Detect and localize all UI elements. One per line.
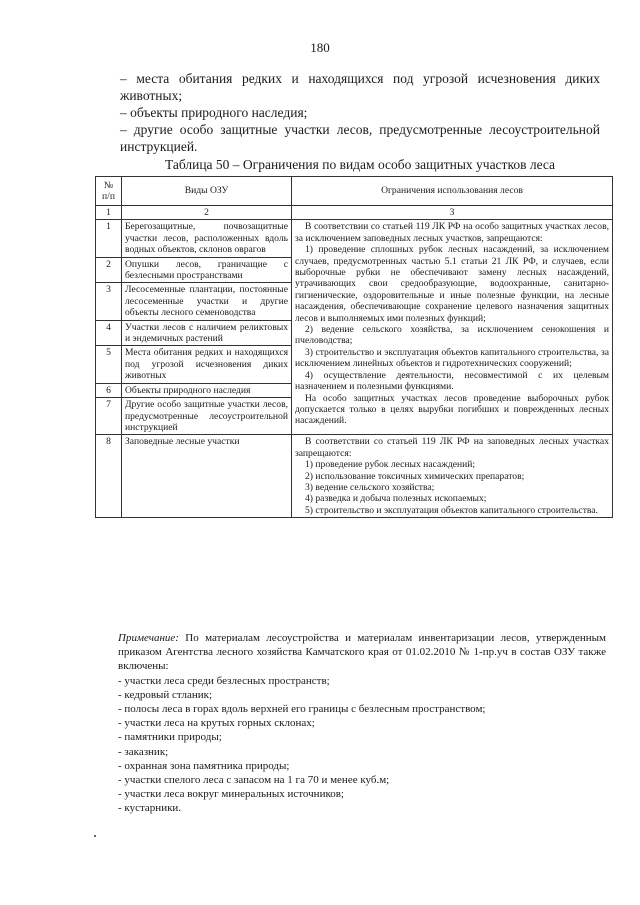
restriction-text: 4) осуществление деятельности, несовместимой с их целевым назначением и полезными функциями. [295,369,609,393]
list-item: - участки леса среди безлесных пространств; [118,674,330,687]
page-number: 180 [310,40,330,55]
row-number: 6 [96,383,122,397]
column-index-row [96,206,613,220]
list-item: - памятники природы; [118,731,222,744]
restriction-text: 2) использование токсичных химических препаратов; [305,470,525,482]
header-type: Виды ОЗУ [122,177,292,206]
table-row [96,435,613,518]
column-index: 1 [96,206,122,220]
intro-item: – места обитания редких и находящихся под угрозой исчезновения диких животных; [120,71,600,103]
list-item: - участки спелого леса с запасом на 1 га 70 и менее куб.м; [118,774,390,787]
list-item: - кедровый стланик; [118,688,212,701]
note-label: Примечание: [118,632,179,644]
header-restrictions: Ограничения использования лесов [292,177,613,206]
list-item: - заказник; [118,745,169,758]
row-number: 7 [96,398,122,435]
scan-speck [94,835,96,837]
list-item: - участки леса вокруг минеральных источников; [118,788,344,801]
restriction-text: 3) ведение сельского хозяйства; [305,481,435,493]
restriction-text: 5) строительство и эксплуатация объектов капитального строительства. [305,504,598,516]
note-list [118,674,606,816]
table-caption: Таблица 50 – Ограничения по видам особо защитных участков леса [164,157,556,172]
note-paragraph [118,631,606,674]
restriction-text: В соответствии со статьей 119 ЛК РФ на заповедных лесных участках запрещаются: [295,436,609,459]
intro-item: – другие особо защитные участки лесов, предусмотренные лесоустроительной инструкцией. [120,122,600,154]
table-header-row [96,177,613,206]
list-item: - участки леса на крутых горных склонах; [118,717,315,730]
note-block [118,631,606,816]
ozu-type: Другие особо защитные участки лесов, предусмотренные лесоустроительной инструкцией [122,398,292,435]
restriction-text: 3) строительство и эксплуатация объектов капитального строительства, за исключением линейных объектов и гидротехнических сооружений; [295,346,609,370]
column-index: 3 [292,206,613,220]
restriction-text: 4) разведка и добыча полезных ископаемых; [305,493,487,505]
column-index: 2 [122,206,292,220]
list-item: - кустарники. [118,802,182,815]
ozu-type: Опушки лесов, граничащие с безлесными пространствами [122,257,292,283]
table-row [96,220,613,257]
ozu-type: Объекты природного наследия [122,383,292,397]
restrictions-group-2 [292,435,613,518]
restriction-text: На особо защитных участках лесов проведение выборочных рубок допускается только в целях вырубки погибших и поврежденных лесных насаждений. [295,392,609,427]
ozu-type: Участки лесов с наличием реликтовых и эндемичных растений [122,320,292,346]
ozu-type: Заповедные лесные участки [122,435,292,518]
note-text: По материалам лесоустройства и материалам инвентаризации лесов, утвержденным приказом Агентства лесного хозяйства Камчатского края от 01.02.2010 № 1-пр.уч в состав ОЗУ также включены: [118,632,606,673]
intro-item: – объекты природного наследия; [120,105,308,120]
row-number: 1 [96,220,122,257]
restriction-text: 1) проведение сплошных рубок лесных насаждений, за исключением случаев, предусмотренных частью 5.1 статьи 21 ЛК РФ, и случаев, если выборочные рубки не обеспечивают замену лесных насаждений, утрачивающих свои средообразующие, водоохранные, санитарно-гигиенические, оздоровительные и иные полезные функции, на лесные насаждения, обеспечивающие сохранение целевого назначения защитных лесов и выполняемых ими полезных функций; [295,244,609,324]
list-item: - полосы леса в горах вдоль верхней его границы с безлесным пространством; [118,703,486,716]
restriction-text: 1) проведение рубок лесных насаждений; [305,459,476,471]
list-item: - охранная зона памятника природы; [118,759,290,772]
row-number: 2 [96,257,122,283]
row-number: 8 [96,435,122,518]
row-number: 3 [96,283,122,320]
row-number: 4 [96,320,122,346]
restriction-text: 2) ведение сельского хозяйства, за исключением сенокошения и пчеловодства; [295,324,609,347]
row-number: 5 [96,346,122,383]
intro-list [120,70,600,155]
header-num: № п/п [96,177,122,206]
restriction-text: В соответствии со статьей 119 ЛК РФ на особо защитных участках лесов, за исключением заповедных лесных участков, запрещаются: [295,221,609,244]
ozu-type: Места обитания редких и находящихся под угрозой исчезновения диких животных [122,346,292,383]
restrictions-group-1 [292,220,613,435]
ozu-restrictions-table [95,176,613,518]
ozu-type: Лесосеменные плантации, постоянные лесосеменные участки и другие объекты лесного семеноводства [122,283,292,320]
ozu-type: Берегозащитные, почвозащитные участки лесов, расположенных вдоль водных объектов, склонов оврагов [122,220,292,257]
